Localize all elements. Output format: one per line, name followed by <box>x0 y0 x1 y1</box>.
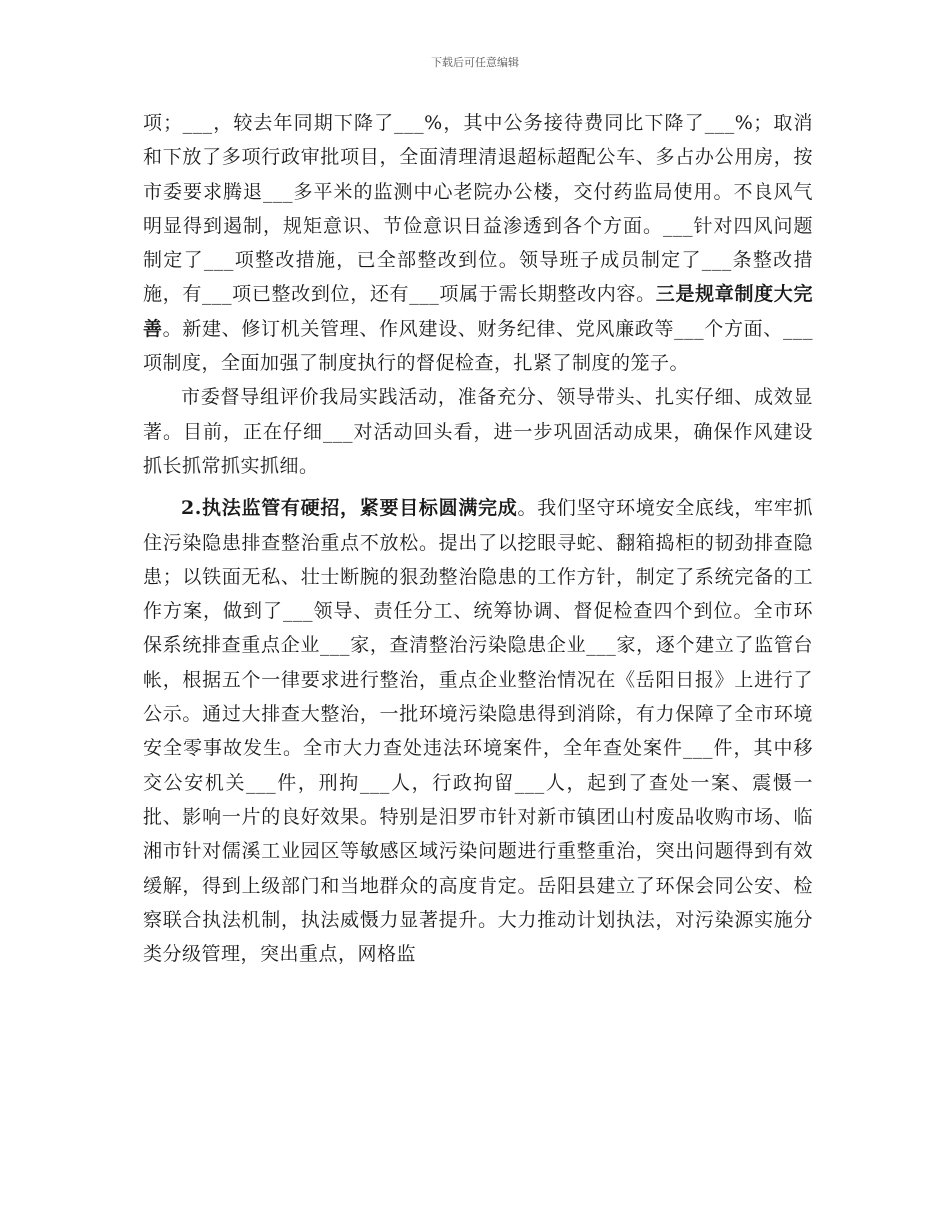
section-heading-inline: 三是规章制度大完善 <box>143 283 813 340</box>
page-header: 下载后可任意编辑 <box>431 56 519 69</box>
paragraph-text: 项；___，较去年同期下降了___%，其中公务接待费同比下降了___%；取消和下放了多项行政审批项目，全面清理清退超标超配公车、多占办公用房，按市委要求腾退___多平米的监测中心老院办公楼，交付药监局使用。不良风气明显得到遏制，规矩意识、节俭意识日益渗透到各个方面。___针对四风问题制定了___项整改措施，已全部整改到位。领导班子成员制定了___条整改措施，有___项已整改到位，还有___项属于需长期整改内容。 <box>143 112 813 306</box>
paragraph-text: 。我们坚守环境安全底线，牢牢抓住污染隐患排查整治重点不放松。提出了以挖眼寻蛇、翻箱捣柜的韧劲排查隐患；以铁面无私、壮士断腕的狠劲整治隐患的工作方针，制定了系统完备的工作方案，做到了___领导、责任分工、统筹协调、督促检查四个到位。全市环保系统排查重点企业___家，查清整治污染隐患企业___家，逐个建立了监管台帐，根据五个一律要求进行整治，重点企业整治情况在《岳阳日报》上进行了公示。通过大排查大整治，一批环境污染隐患得到消除，有力保障了全市环境安全零事故发生。全市大力查处违法环境案件，全年查处案件___件，其中移交公安机关___件，刑拘___人，行政拘留___人，起到了查处一案、震慑一批、影响一片的良好效果。特别是汨罗市针对新市镇团山村废品收购市场、临湘市针对儒溪工业园区等敏感区域污染问题进行重整重治，突出问题得到有效缓解，得到上级部门和当地群众的高度肯定。岳阳县建立了环保会同公安、检察联合执法机制，执法威慑力显著提升。大力推动计划执法，对污染源实施分类分级管理，突出重点，网格监 <box>143 497 813 966</box>
paragraph-evaluation <box>143 380 813 483</box>
section-heading-inline: 2.执法监管有硬招，紧要目标圆满完成 <box>181 497 518 520</box>
paragraph-continuation <box>143 106 813 380</box>
paragraph-enforcement <box>143 491 813 971</box>
document-body <box>143 106 813 971</box>
paragraph-text: 市委督导组评价我局实践活动，准备充分、领导带头、扎实仔细、成效显著。目前，正在仔细___对活动回头看，进一步巩固活动成果，确保作风建设抓长抓常抓实抓细。 <box>143 386 813 477</box>
paragraph-text-tail: 。新建、修订机关管理、作风建设、财务纪律、党风廉政等___个方面、___项制度，全面加强了制度执行的督促检查，扎紧了制度的笼子。 <box>143 317 813 375</box>
